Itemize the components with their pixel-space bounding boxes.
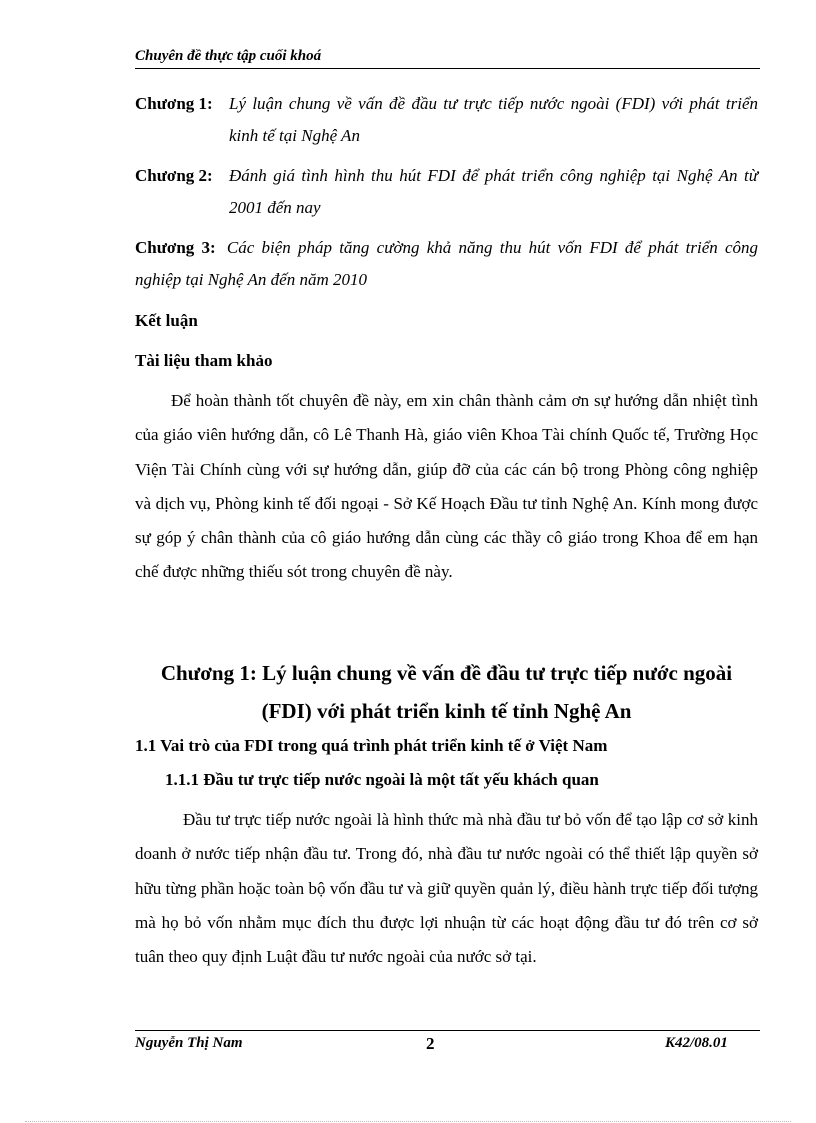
footer-class-code: K42/08.01 <box>665 1035 728 1051</box>
header-title: Chuyên đề thực tập cuối khoá <box>135 48 322 64</box>
toc-chapter-2-label: Chương 2: <box>135 166 213 185</box>
page-footer <box>135 1030 760 1053</box>
section-1-1-heading: 1.1 Vai trò của FDI trong quá trình phát triển kinh tế ở Việt Nam <box>135 736 608 755</box>
toc-chapter-1-text: Lý luận chung về vấn đề đầu tư trực tiếp nước ngoài (FDI) với phát triển kinh tế tại Nghệ An <box>229 94 758 145</box>
toc-chapter-2-text: Đánh giá tình hình thu hút FDI để phát triển công nghiệp tại Nghệ An từ 2001 đến nay <box>229 166 758 217</box>
footer-page-number: 2 <box>426 1034 435 1053</box>
toc-chapter-3-text: Các biện pháp tăng cường khả năng thu hút vốn FDI để phát triển công nghiệp tại Nghệ An đến năm 2010 <box>135 238 759 289</box>
page-edge-divider <box>25 1121 791 1122</box>
acknowledgement-paragraph <box>135 384 758 590</box>
toc-chapter-3-label: Chương 3: <box>135 238 216 257</box>
section-1-1-1-heading: 1.1.1 Đầu tư trực tiếp nước ngoài là một tất yếu khách quan <box>165 770 599 789</box>
footer-author: Nguyễn Thị Nam <box>135 1035 243 1051</box>
toc-chapter-2 <box>135 160 758 224</box>
chapter-title: Chương 1: Lý luận chung về vấn đề đầu tư trực tiếp nước ngoài (FDI) với phát triển kinh tế tỉnh Nghệ An <box>160 661 733 723</box>
toc-chapter-1-label: Chương 1: <box>135 94 213 113</box>
toc-chapter-1 <box>135 88 758 152</box>
toc-conclusion: Kết luận <box>135 311 198 330</box>
toc-references: Tài liệu tham khảo <box>135 351 273 370</box>
page-header <box>135 48 760 69</box>
toc-chapter-3 <box>135 232 758 296</box>
body-text: Đầu tư trực tiếp nước ngoài là hình thức mà nhà đầu tư bỏ vốn để tạo lập cơ sở kinh doanh ở nước tiếp nhận đầu tư. Trong đó, nhà đầu tư nước ngoài có thể thiết lập quyền sở hữu từng phần hoặc toàn bộ vốn đầu tư và giữ quyền quản lý, điều hành trực tiếp đối tượng mà họ bỏ vốn nhằm mục đích thu được lợi nhuận từ các hoạt động đầu tư đó trên cơ sở tuân theo quy định Luật đầu tư nước ngoài của nước sở tại. <box>135 810 758 967</box>
acknowledgement-text: Để hoàn thành tốt chuyên đề này, em xin chân thành cảm ơn sự hướng dẫn nhiệt tình của giáo viên hướng dẫn, cô Lê Thanh Hà, giáo viên Khoa Tài chính Quốc tế, Trường Học Viện Tài Chính cùng với sự hướng dẫn, giúp đỡ của các cán bộ trong Phòng công nghiệp và dịch vụ, Phòng kinh tế đối ngoại - Sở Kế Hoạch Đầu tư tỉnh Nghệ An. Kính mong được sự góp ý chân thành của cô giáo hướng dẫn cùng các thầy cô giáo trong Khoa để em hạn chế được những thiếu sót trong chuyên đề này. <box>135 391 758 582</box>
body-paragraph <box>135 803 758 974</box>
